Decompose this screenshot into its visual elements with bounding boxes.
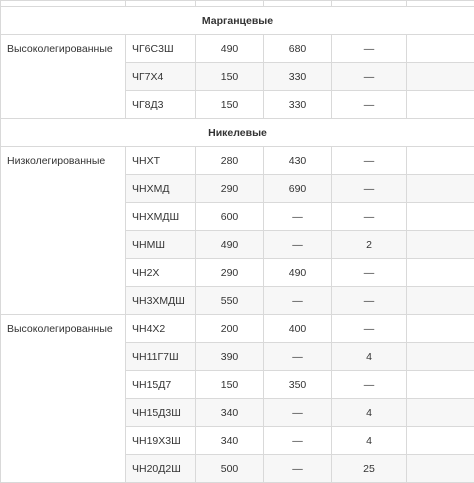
table-row [1, 35, 474, 63]
elongation-cell: — [332, 287, 407, 315]
grade-cell: ЧН4Х2 [126, 315, 196, 343]
grade-cell: ЧНХМДШ [126, 203, 196, 231]
blank-cell [407, 231, 474, 259]
blank-cell [407, 147, 474, 175]
bending-strength-cell: 430 [264, 147, 332, 175]
tensile-strength-cell: 500 [196, 455, 264, 483]
grade-cell: ЧНХТ [126, 147, 196, 175]
alloy-group-cell: Высоколегированные [1, 35, 126, 119]
elongation-cell: 4 [332, 343, 407, 371]
tensile-strength-cell: 340 [196, 399, 264, 427]
tensile-strength-cell: 290 [196, 259, 264, 287]
section-header-row [1, 7, 474, 35]
blank-cell [407, 63, 474, 91]
blank-cell [407, 91, 474, 119]
grade-cell: ЧН2Х [126, 259, 196, 287]
bending-strength-cell: — [264, 455, 332, 483]
grade-cell: ЧН3ХМДШ [126, 287, 196, 315]
blank-cell [407, 287, 474, 315]
grade-cell: ЧНХМД [126, 175, 196, 203]
tensile-strength-cell: 150 [196, 63, 264, 91]
grade-cell: ЧН15Д3Ш [126, 399, 196, 427]
bending-strength-cell: 690 [264, 175, 332, 203]
grade-cell: ЧН20Д2Ш [126, 455, 196, 483]
bending-strength-cell: 330 [264, 63, 332, 91]
elongation-cell: 4 [332, 427, 407, 455]
bending-strength-cell: — [264, 427, 332, 455]
tensile-strength-cell: 290 [196, 175, 264, 203]
tensile-strength-cell: 150 [196, 371, 264, 399]
bending-strength-cell: 680 [264, 35, 332, 63]
elongation-cell: — [332, 91, 407, 119]
bending-strength-cell: — [264, 399, 332, 427]
elongation-cell: — [332, 203, 407, 231]
tensile-strength-cell: 490 [196, 35, 264, 63]
bending-strength-cell: — [264, 343, 332, 371]
elongation-cell: — [332, 259, 407, 287]
elongation-cell: 4 [332, 399, 407, 427]
section-title: Марганцевые [1, 7, 474, 35]
elongation-cell: 25 [332, 455, 407, 483]
blank-cell [407, 35, 474, 63]
elongation-cell: 2 [332, 231, 407, 259]
section-title: Никелевые [1, 119, 474, 147]
grade-cell: ЧН11Г7Ш [126, 343, 196, 371]
blank-cell [407, 259, 474, 287]
grade-cell: ЧГ6С3Ш [126, 35, 196, 63]
tensile-strength-cell: 340 [196, 427, 264, 455]
alloy-group-cell: Высоколегированные [1, 315, 126, 483]
tensile-strength-cell: 600 [196, 203, 264, 231]
blank-cell [407, 315, 474, 343]
elongation-cell: — [332, 315, 407, 343]
blank-cell [407, 203, 474, 231]
blank-cell [407, 455, 474, 483]
table-row [1, 315, 474, 343]
grade-cell: ЧН19Х3Ш [126, 427, 196, 455]
tensile-strength-cell: 550 [196, 287, 264, 315]
blank-cell [407, 175, 474, 203]
grade-cell: ЧГ7Х4 [126, 63, 196, 91]
table-row [1, 147, 474, 175]
elongation-cell: — [332, 371, 407, 399]
blank-cell [407, 343, 474, 371]
bending-strength-cell: — [264, 287, 332, 315]
tensile-strength-cell: 200 [196, 315, 264, 343]
bending-strength-cell: 330 [264, 91, 332, 119]
elongation-cell: — [332, 147, 407, 175]
bending-strength-cell: 490 [264, 259, 332, 287]
grade-cell: ЧН15Д7 [126, 371, 196, 399]
tensile-strength-cell: 150 [196, 91, 264, 119]
bending-strength-cell: 350 [264, 371, 332, 399]
elongation-cell: — [332, 63, 407, 91]
alloy-group-cell: Низколегированные [1, 147, 126, 315]
blank-cell [407, 371, 474, 399]
bending-strength-cell: — [264, 231, 332, 259]
tensile-strength-cell: 490 [196, 231, 264, 259]
blank-cell [407, 399, 474, 427]
grade-cell: ЧНМШ [126, 231, 196, 259]
bending-strength-cell: — [264, 203, 332, 231]
tensile-strength-cell: 280 [196, 147, 264, 175]
tensile-strength-cell: 390 [196, 343, 264, 371]
section-header-row [1, 119, 474, 147]
elongation-cell: — [332, 175, 407, 203]
blank-cell [407, 427, 474, 455]
elongation-cell: — [332, 35, 407, 63]
bending-strength-cell: 400 [264, 315, 332, 343]
grade-cell: ЧГ8Д3 [126, 91, 196, 119]
